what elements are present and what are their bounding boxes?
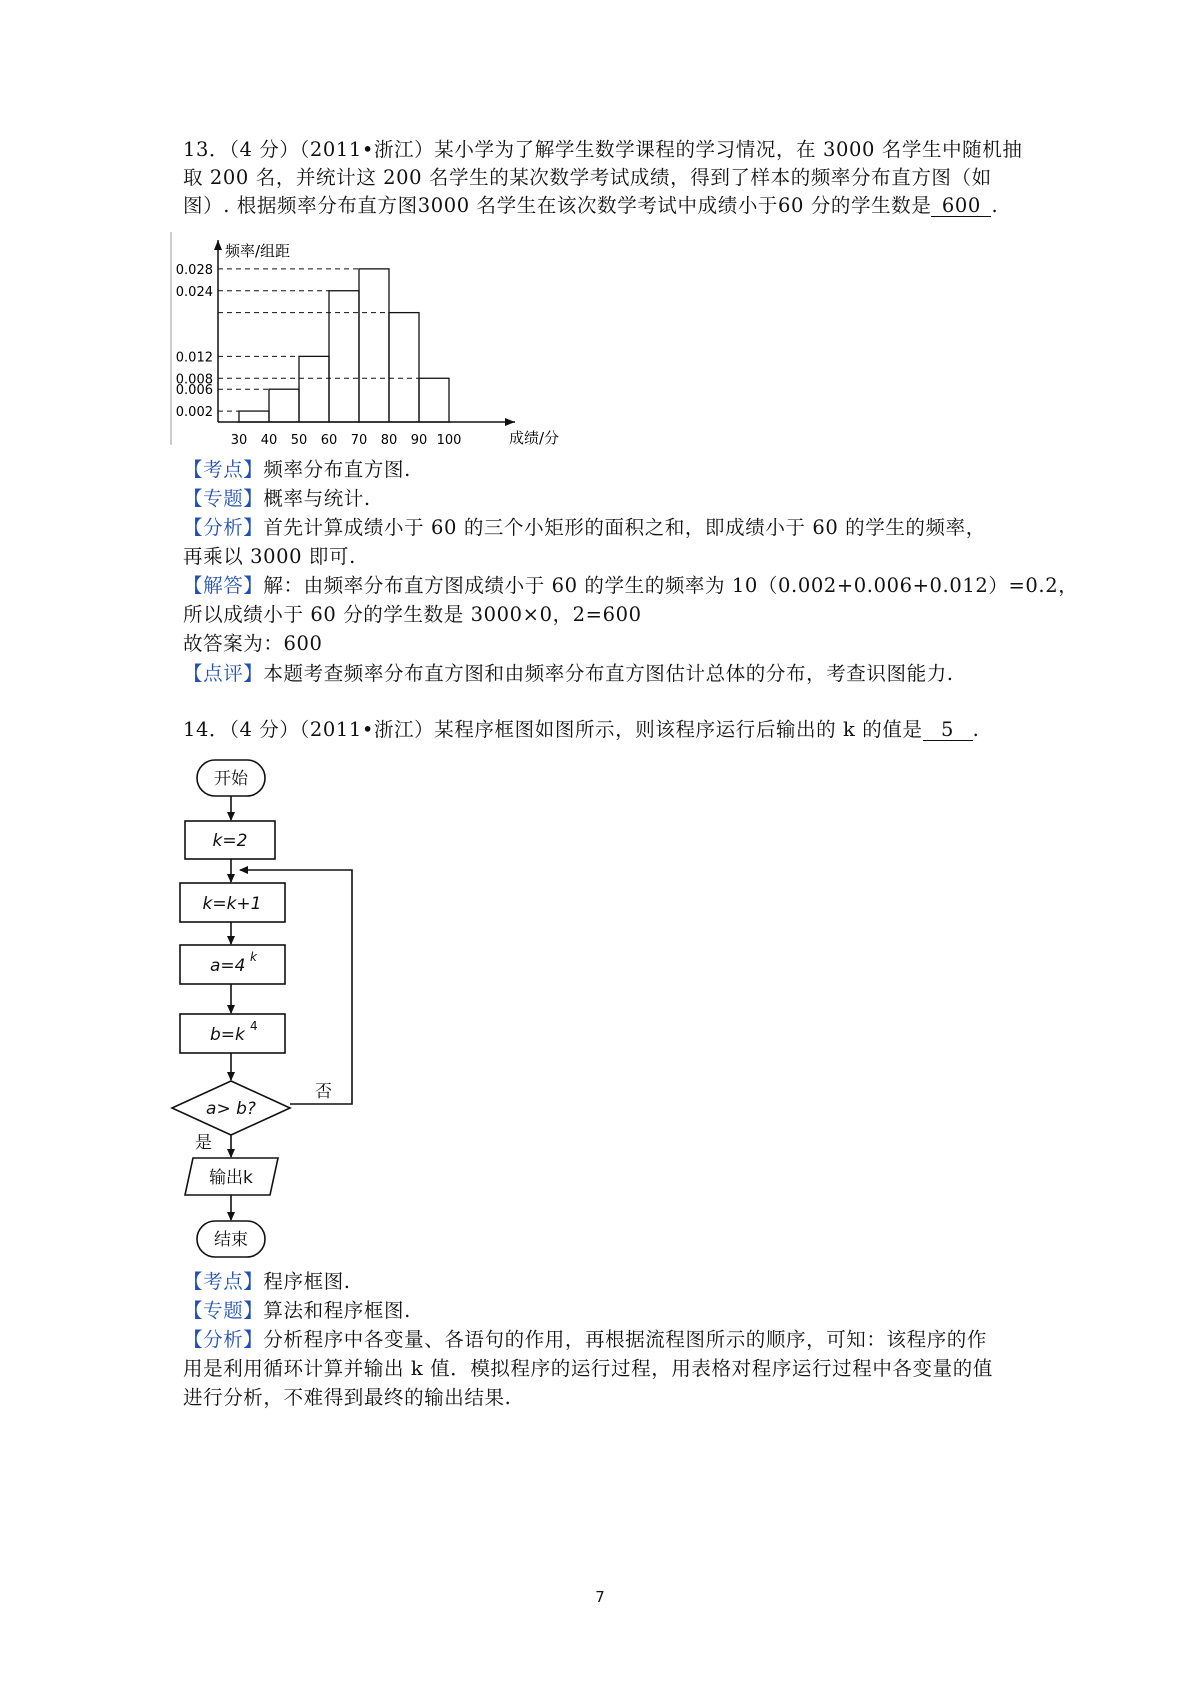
y-tick-label: 0.012 [175, 350, 213, 366]
q13-dianping-tag: 【点评】 [183, 662, 264, 685]
frequency-histogram [170, 232, 560, 457]
q14-answer-blank: 5 [923, 720, 973, 741]
q13-zhuanti-tag: 【专题】 [183, 487, 264, 510]
flow-increment-label: k=k+1 [202, 894, 262, 914]
q13-jieda-line3: 故答案为：600 [183, 632, 323, 655]
q13-stem-line2: 取 200 名，并统计这 200 名学生的某次数学考试成绩，得到了样本的频率分布直方图（如 [183, 166, 992, 189]
flow-end-label: 结束 [214, 1230, 248, 1250]
q13-fenxi-line2: 再乘以 3000 即可. [183, 545, 356, 568]
q14-fenxi-tag: 【分析】 [183, 1328, 264, 1351]
q14-kaodian [183, 1270, 351, 1294]
y-tick-label: 0.024 [175, 284, 213, 300]
q13-stem-text: 图）. 根据频率分布直方图3000 名学生在该次数学考试中成绩小于60 分的学生数是 [183, 194, 932, 217]
x-tick-label: 70 [350, 433, 368, 448]
flow-init-label: k=2 [212, 831, 248, 851]
y-axis-title: 频率/组距 [225, 242, 291, 260]
q14-fenxi-line2: 用是利用循环计算并输出 k 值．模拟程序的运行过程，用表格对程序运行过程中各变量的值 [183, 1357, 993, 1380]
x-tick-label: 50 [290, 433, 308, 448]
q13-stem-line3 [183, 194, 998, 218]
x-axis-arrow [505, 418, 515, 426]
x-tick-label: 90 [410, 433, 428, 448]
q14-fenxi-text: 分析程序中各变量、各语句的作用，再根据流程图所示的顺序，可知：该程序的作 [263, 1328, 988, 1351]
q14-stem [183, 718, 979, 742]
q14-zhuanti-text: 算法和程序框图. [263, 1299, 411, 1322]
y-tick-label: 0.006 [175, 383, 213, 399]
histogram-bar [389, 313, 419, 422]
q13-fenxi [183, 516, 986, 540]
flow-output-label: 输出k [209, 1168, 253, 1188]
q13-jieda-text: 解：由频率分布直方图成绩小于 60 的学生的频率为 10（0.002+0.006+0.012）=0.2， [263, 574, 1079, 597]
y-axis-arrow [214, 240, 222, 250]
q14-zhuanti [183, 1299, 411, 1323]
histogram-bar [299, 356, 329, 422]
flow-a-label: a=4 [210, 956, 246, 976]
q13-kaodian-tag: 【考点】 [183, 458, 264, 481]
q13-fenxi-tag: 【分析】 [183, 516, 264, 539]
q13-kaodian-text: 频率分布直方图. [263, 458, 411, 481]
q13-fenxi-text: 首先计算成绩小于 60 的三个小矩形的面积之和，即成绩小于 60 的学生的频率， [263, 516, 986, 539]
x-tick-label: 80 [380, 433, 398, 448]
q13-stem-end: . [991, 194, 999, 217]
q13-jieda-tag: 【解答】 [183, 574, 264, 597]
histogram-bar [359, 269, 389, 422]
q14-kaodian-tag: 【考点】 [183, 1270, 264, 1293]
x-tick-label: 40 [260, 433, 278, 448]
page-number: 7 [595, 1588, 605, 1606]
q14-stem-end: . [972, 718, 980, 741]
q13-jieda-line2: 所以成绩小于 60 分的学生数是 3000×0，2=600 [183, 603, 642, 626]
x-tick-label: 30 [230, 433, 248, 448]
histogram-bar [269, 389, 299, 422]
y-tick-label: 0.002 [175, 405, 213, 421]
flow-b-exponent: 4 [250, 1019, 258, 1033]
q13-kaodian [183, 458, 411, 482]
q13-jieda [183, 574, 1078, 598]
y-tick-label: 0.008 [175, 372, 213, 388]
program-flowchart [160, 755, 400, 1270]
histogram-bar [329, 291, 359, 422]
q14-fenxi-line3: 进行分析，不难得到最终的输出结果. [183, 1386, 512, 1409]
flow-yes-label: 是 [195, 1133, 212, 1153]
q13-dianping-text: 本题考查频率分布直方图和由频率分布直方图估计总体的分布，考查识图能力. [263, 662, 954, 685]
q14-zhuanti-tag: 【专题】 [183, 1299, 264, 1322]
q13-stem-line1: 13．（4 分）（2011•浙江）某小学为了解学生数学课程的学习情况，在 3000 名学生中随机抽 [183, 138, 1023, 161]
q13-zhuanti-text: 概率与统计. [263, 487, 371, 510]
flow-b-label: b=k [210, 1025, 245, 1045]
q13-zhuanti [183, 487, 371, 511]
x-tick-label: 60 [320, 433, 338, 448]
q13-dianping [183, 662, 954, 686]
q13-answer-blank: 600 [931, 196, 991, 217]
histogram-bar [239, 411, 269, 422]
q14-fenxi [183, 1328, 987, 1352]
x-tick-label: 100 [436, 433, 462, 448]
x-axis-title: 成绩/分 [509, 429, 560, 447]
q14-stem-text: 14．（4 分）（2011•浙江）某程序框图如图所示，则该程序运行后输出的 k 的值是 [183, 718, 923, 741]
flow-no-label: 否 [315, 1082, 332, 1102]
flow-a-exponent: k [250, 950, 257, 964]
flow-start-label: 开始 [214, 769, 248, 789]
q14-kaodian-text: 程序框图. [263, 1270, 351, 1293]
flow-decision-label: a> b? [206, 1099, 256, 1119]
histogram-bar [419, 378, 449, 422]
y-tick-label: 0.028 [175, 262, 213, 278]
